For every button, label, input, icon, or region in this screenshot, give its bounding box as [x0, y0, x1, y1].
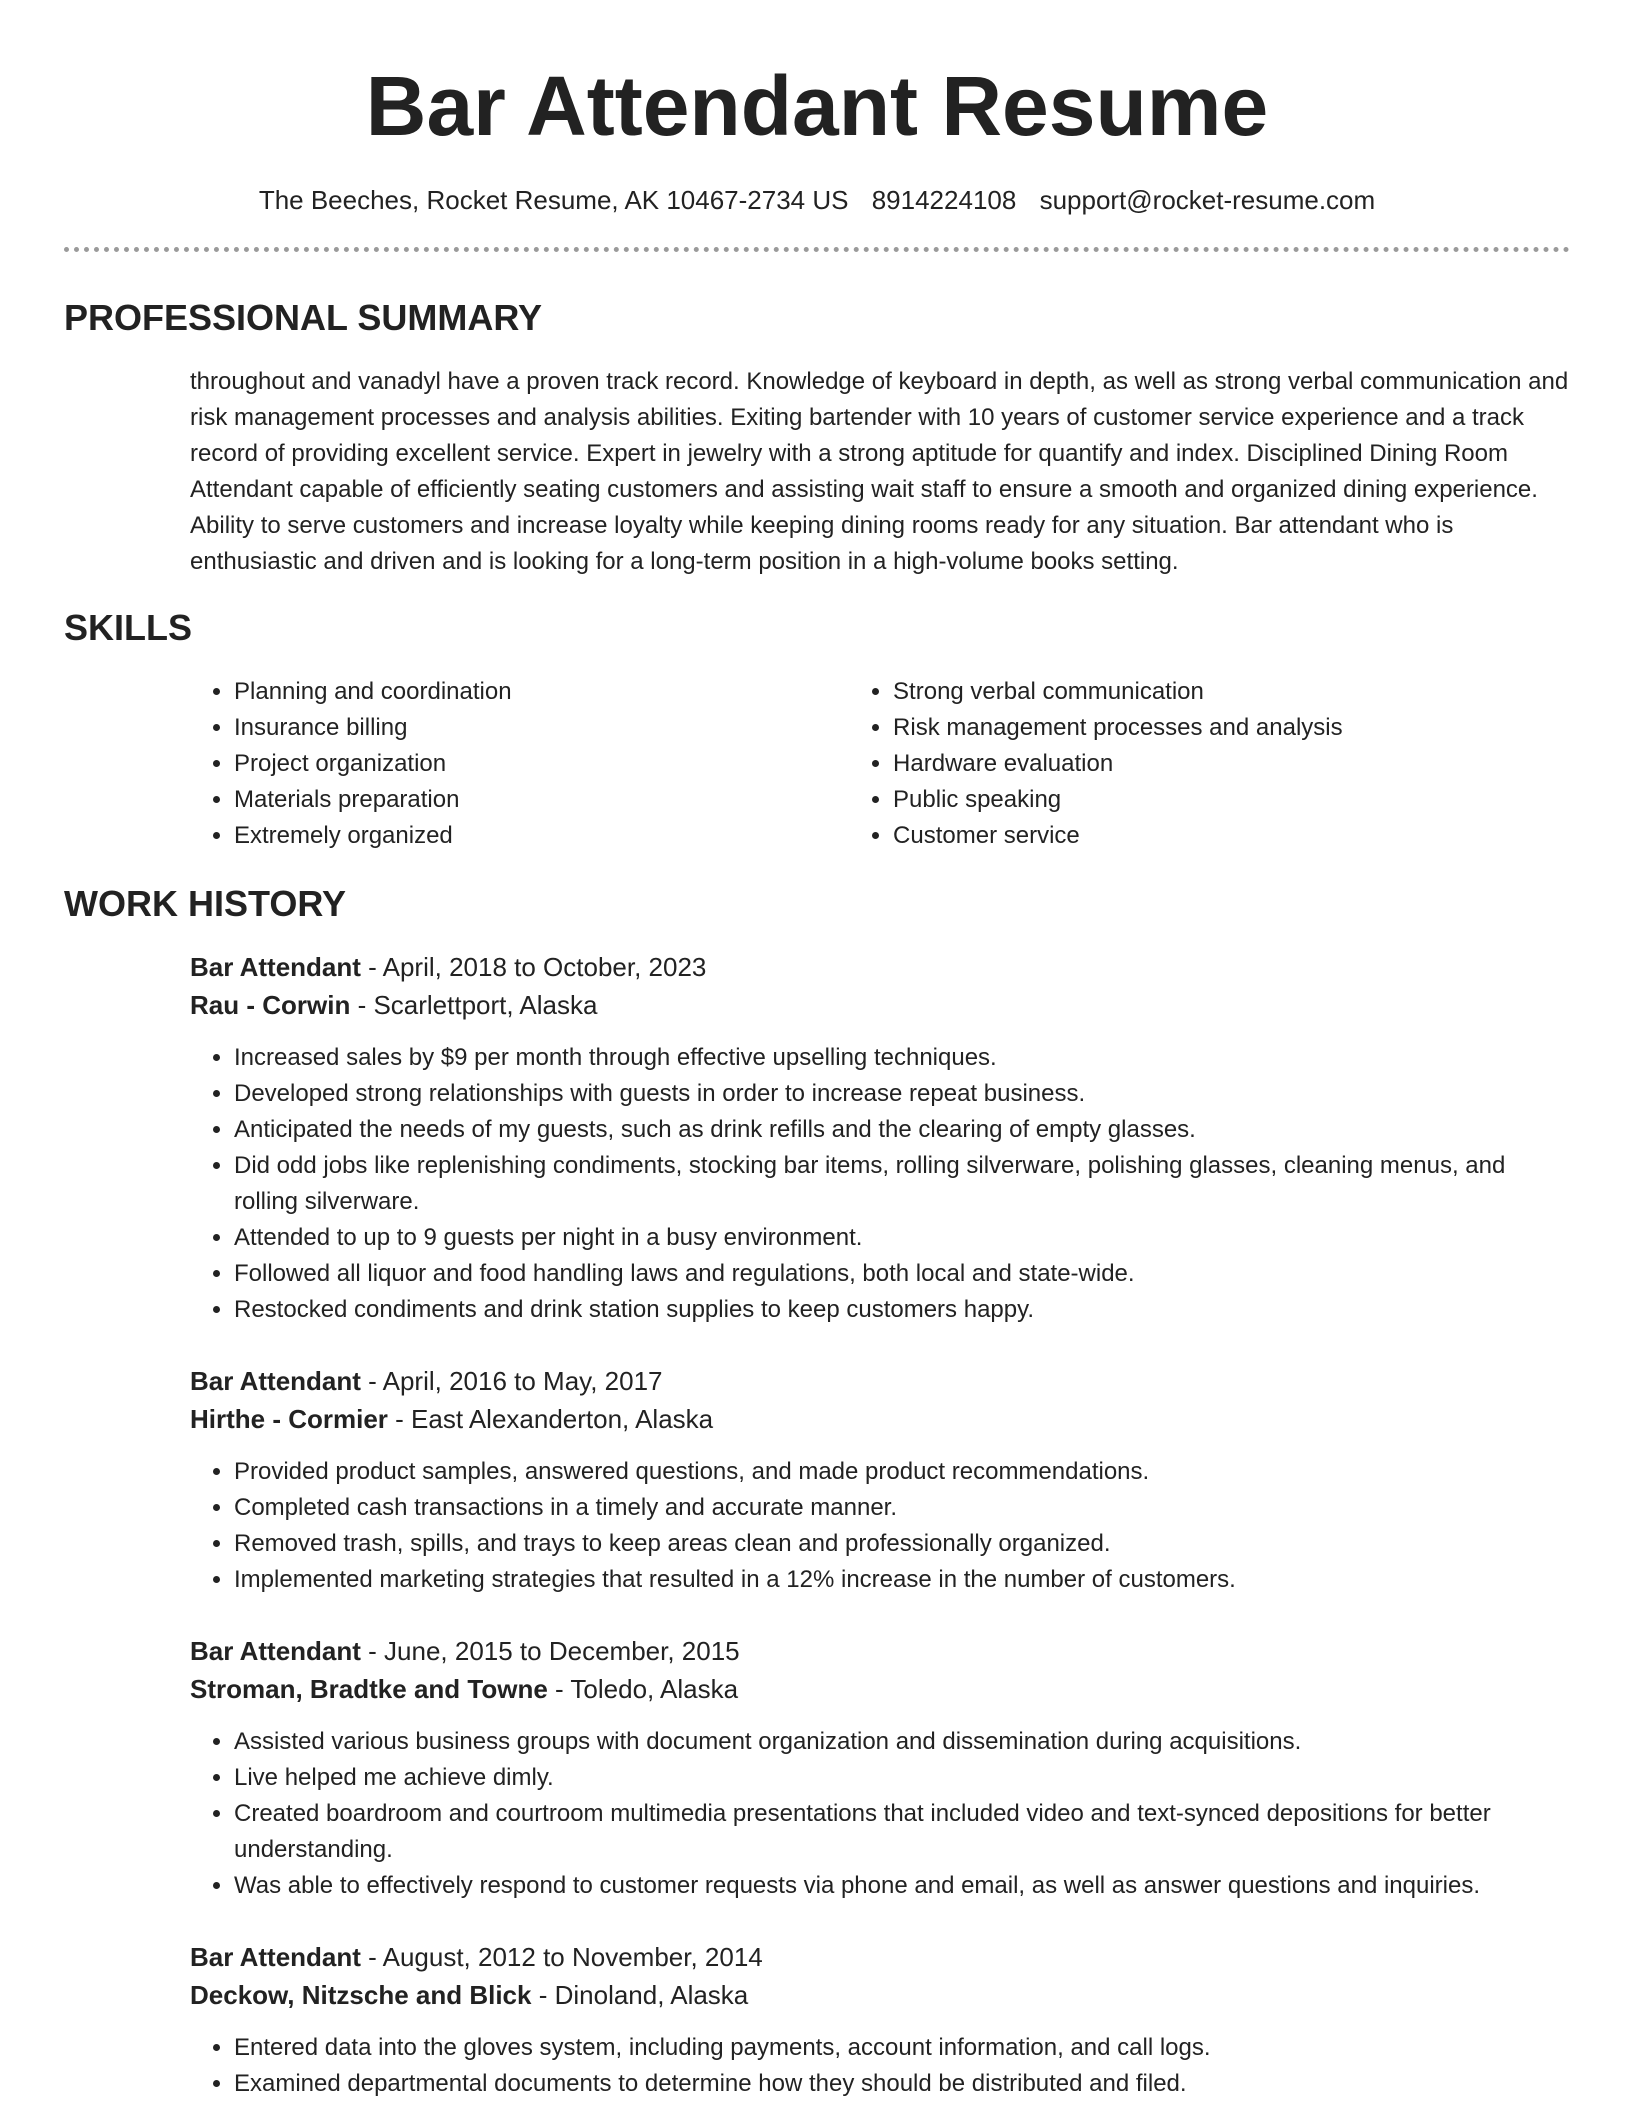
job-entry: [190, 1362, 1570, 1598]
skill-item: • Materials preparation: [234, 782, 849, 818]
job-bullet: • Anticipated the needs of my guests, such as drink refills and the clearing of empty glasses.: [234, 1112, 1570, 1148]
job-bullets: [190, 1454, 1570, 1598]
job-bullet: • Examined departmental documents to determine how they should be distributed and filed.: [234, 2066, 1570, 2102]
job-location: - Scarlettport, Alaska: [350, 990, 598, 1020]
contact-phone: 8914224108: [871, 185, 1017, 215]
contact-line: [64, 183, 1570, 217]
summary-text: throughout and vanadyl have a proven track record. Knowledge of keyboard in depth, as well as strong verbal communication and risk management processes and analysis abilities. Exiting bartender with 10 years of customer service experience and a track record of providing excellent service. Expert in jewelry with a strong aptitude for quantify and index. Disciplined Dining Room Attendant capable of efficiently seating customers and assisting wait staff to ensure a smooth and organized dining experience. Ability to serve customers and increase loyalty while keeping dining rooms ready for any situation. Bar attendant who is enthusiastic and driven and is looking for a long-term position in a high-volume books setting.: [190, 368, 1569, 575]
job-company: Deckow, Nitzsche and Blick: [190, 1980, 532, 2010]
job-role: Bar Attendant: [190, 952, 361, 982]
job-bullet: • Increased sales by $9 per month through effective upselling techniques.: [234, 1040, 1570, 1076]
job-title-line: [190, 1632, 1570, 1670]
job-dates: - August, 2012 to November, 2014: [360, 1942, 763, 1972]
skill-item: • Public speaking: [893, 782, 1570, 818]
job-company: Rau - Corwin: [190, 990, 351, 1020]
summary-heading: PROFESSIONAL SUMMARY: [64, 297, 543, 338]
skills-column-left: [190, 674, 849, 854]
job-entry: [190, 1632, 1570, 1904]
skill-item: • Project organization: [234, 746, 849, 782]
job-location: - Toledo, Alaska: [547, 1674, 739, 1704]
job-company-line: [190, 1976, 1570, 2014]
job-dates: - April, 2016 to May, 2017: [360, 1366, 663, 1396]
job-dates: - April, 2018 to October, 2023: [360, 952, 707, 982]
job-bullets: [190, 2030, 1570, 2102]
header-divider: [64, 247, 1570, 252]
skill-item: • Customer service: [893, 818, 1570, 854]
job-bullet: • Followed all liquor and food handling laws and regulations, both local and state-wide.: [234, 1256, 1570, 1292]
skill-item: • Strong verbal communication: [893, 674, 1570, 710]
job-bullet: • Live helped me achieve dimly.: [234, 1760, 1570, 1796]
skill-item: • Hardware evaluation: [893, 746, 1570, 782]
job-dates: - June, 2015 to December, 2015: [360, 1636, 740, 1666]
job-bullet: • Entered data into the gloves system, including payments, account information, and call logs.: [234, 2030, 1570, 2066]
job-entry: [190, 948, 1570, 1328]
job-title-line: [190, 1938, 1570, 1976]
job-bullet: • Removed trash, spills, and trays to keep areas clean and professionally organized.: [234, 1526, 1570, 1562]
job-company: Hirthe - Cormier: [190, 1404, 388, 1434]
job-role: Bar Attendant: [190, 1366, 361, 1396]
job-bullet: • Attended to up to 9 guests per night in a busy environment.: [234, 1220, 1570, 1256]
skills-column-right: [849, 674, 1570, 854]
job-bullet: • Assisted various business groups with document organization and dissemination during acquisitions.: [234, 1724, 1570, 1760]
resume-page: [64, 0, 1570, 2102]
skill-item: • Risk management processes and analysis: [893, 710, 1570, 746]
job-bullet: • Provided product samples, answered questions, and made product recommendations.: [234, 1454, 1570, 1490]
job-company: Stroman, Bradtke and Towne: [190, 1674, 548, 1704]
resume-title: Bar Attendant Resume: [365, 59, 1269, 153]
job-title-line: [190, 948, 1570, 986]
contact-email: support@rocket-resume.com: [1039, 185, 1376, 215]
job-bullet: • Developed strong relationships with guests in order to increase repeat business.: [234, 1076, 1570, 1112]
job-bullets: [190, 1724, 1570, 1904]
job-bullet: • Restocked condiments and drink station supplies to keep customers happy.: [234, 1292, 1570, 1328]
skill-item: • Extremely organized: [234, 818, 849, 854]
job-company-line: [190, 986, 1570, 1024]
work-history-heading: WORK HISTORY: [64, 883, 347, 924]
job-bullet: • Did odd jobs like replenishing condiments, stocking bar items, rolling silverware, polishing glasses, cleaning menus, and rolling silverware.: [234, 1148, 1570, 1220]
job-company-line: [190, 1400, 1570, 1438]
job-bullet: • Implemented marketing strategies that resulted in a 12% increase in the number of customers.: [234, 1562, 1570, 1598]
skills-heading: SKILLS: [64, 607, 193, 648]
job-bullets: [190, 1040, 1570, 1328]
job-entry: [190, 1938, 1570, 2102]
skill-item: • Insurance billing: [234, 710, 849, 746]
job-company-line: [190, 1670, 1570, 1708]
contact-address: The Beeches, Rocket Resume, AK 10467-2734 US: [258, 185, 849, 215]
job-role: Bar Attendant: [190, 1636, 361, 1666]
job-location: - Dinoland, Alaska: [531, 1980, 749, 2010]
job-bullet: • Created boardroom and courtroom multimedia presentations that included video and text-synced depositions for better understanding.: [234, 1796, 1570, 1868]
job-location: - East Alexanderton, Alaska: [387, 1404, 714, 1434]
job-role: Bar Attendant: [190, 1942, 361, 1972]
job-bullet: • Completed cash transactions in a timely and accurate manner.: [234, 1490, 1570, 1526]
job-title-line: [190, 1362, 1570, 1400]
skills-list: [190, 674, 1570, 854]
skill-item: • Planning and coordination: [234, 674, 849, 710]
job-bullet: • Was able to effectively respond to customer requests via phone and email, as well as answer questions and inquiries.: [234, 1868, 1570, 1904]
